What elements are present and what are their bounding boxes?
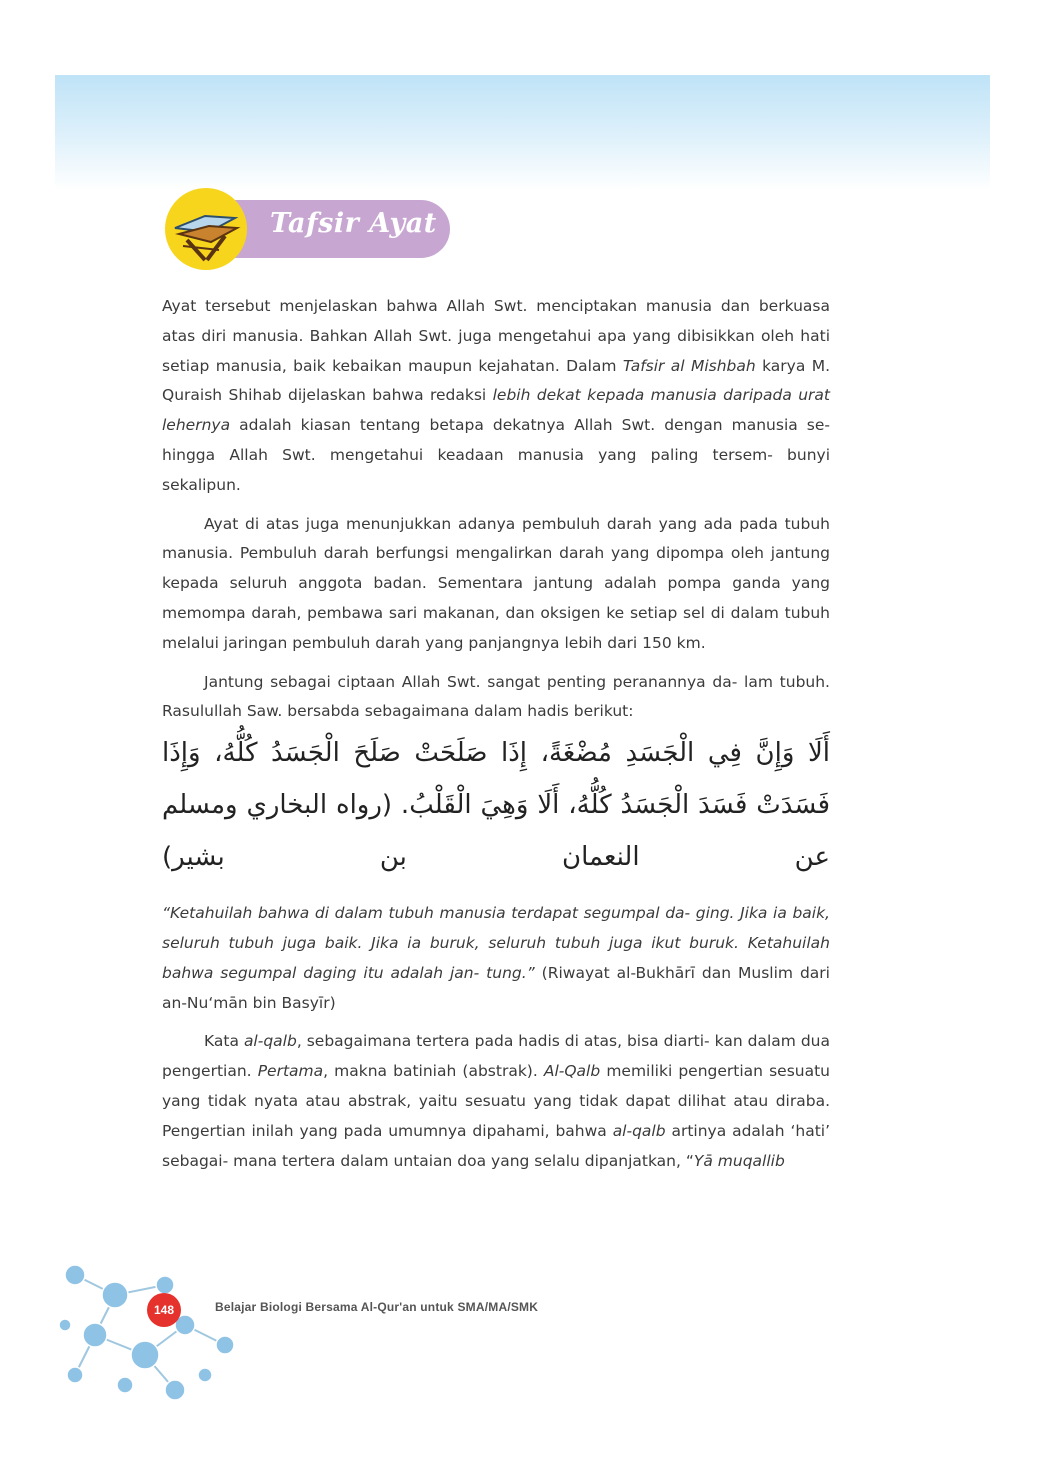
hadith-arabic: أَلَا وَإِنَّ فِي الْجَسَدِ مُضْغَةً، إِذَا صَلَحَتْ صَلَحَ الْجَسَدُ كُلُّهُ، وَإِذَا فَسَدَتْ فَسَدَ الْجَسَدُ كُلُّهُ، أَلَا وَهِيَ الْقَلْبُ. (رواه البخاري ومسلم عن النعمان بن بشير) (162, 738, 830, 873)
section-header (165, 188, 455, 268)
book-title: Tafsir al Mishbah (622, 356, 756, 375)
page-footer (55, 1245, 655, 1405)
paragraph-3: Jantung sebagai ciptaan Allah Swt. sangat penting peranannya da- lam tubuh. Rasulullah Saw. bersabda sebagaimana dalam hadis berikut: (162, 672, 830, 721)
running-title: Belajar Biologi Bersama Al-Qur'an untuk SMA/MA/SMK (215, 1300, 539, 1314)
header-gradient-band (55, 75, 990, 190)
page-number-badge: 148 (147, 1293, 181, 1327)
main-text (162, 292, 830, 1176)
quran-stand-icon (165, 188, 247, 270)
paragraph-1: Ayat tersebut menjelaskan bahwa Allah Swt. menciptakan manusia dan berkuasa atas diri manusia. Bahkan Allah Swt. juga mengetahui apa yang dibisikkan oleh hati setiap manusia, baik kebaikan maupun kejahatan. Dalam Tafsir al Mishbah karya M. Quraish Shihab dijelaskan bahwa redaksi lebih dekat kepada manusia daripada urat lehernya adalah kiasan tentang betapa dekatnya Allah Swt. dengan manusia se- hingga Allah Swt. mengetahui keadaan manusia yang paling tersem- bunyi sekalipun. (162, 297, 831, 494)
quoted-phrase: lebih dekat kepada manusia daripada urat lehernya (162, 386, 830, 435)
section-title: Tafsir Ayat (270, 208, 437, 239)
hadith-source: (Riwayat al-Bukhārī dan Muslim dari an-Nu‘mān bin Basyīr) (162, 963, 830, 1012)
hadith-translation: “Ketahuilah bahwa di dalam tubuh manusia terdapat segumpal da- ging. Jika ia baik, seluruh tubuh juga baik. Jika ia buruk, seluruh tubuh juga ikut buruk. Ketahuilah bahwa segumpal daging itu adalah jan- tung.” (Riwayat al-Bukhārī dan Muslim dari an-Nu‘mān bin Basyīr) (162, 904, 830, 1012)
paragraph-2: Ayat di atas juga menunjukkan adanya pembuluh darah yang ada pada tubuh manusia. Pembuluh darah berfungsi mengalirkan darah yang dipompa oleh jantung kepada seluruh anggota badan. Sementara jantung adalah pompa ganda yang memompa darah, pembawa sari makanan, dan oksigen ke setiap sel di dalam tubuh melalui jaringan pembuluh darah yang panjangnya lebih dari 150 km. (162, 514, 830, 652)
paragraph-4: Kata al-qalb, sebagaimana tertera pada hadis di atas, bisa diarti- kan dalam dua pengertian. Pertama, makna batiniah (abstrak). Al-Qalb memiliki pengertian sesuatu yang tidak nyata atau abstrak, yaitu sesuatu yang tidak dapat dilihat atau diraba. Pengertian inilah yang pada umumnya dipahami, bahwa al-qalb artinya adalah ‘hati’ sebagai- mana tertera dalam untaian doa yang selalu dipanjatkan, “Yā muqallib (162, 1032, 831, 1170)
